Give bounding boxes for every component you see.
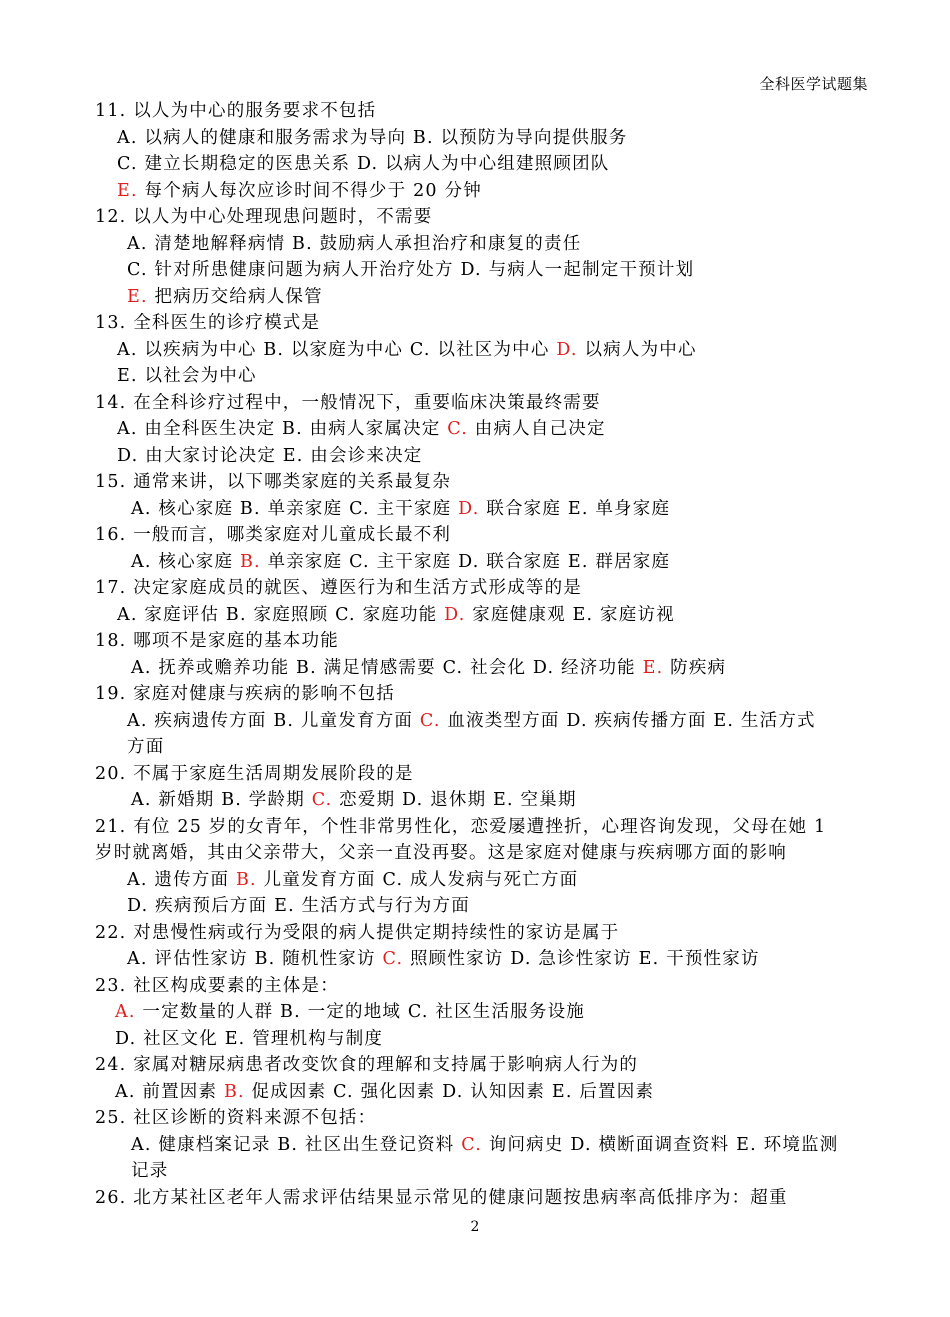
text-line — [95, 1026, 860, 1053]
answer-marker: C. — [382, 949, 404, 969]
answer-marker: C. — [311, 790, 333, 810]
line-text: A. 核心家庭 — [131, 551, 240, 572]
line-text: 方面 — [127, 737, 165, 757]
text-line — [95, 284, 860, 311]
text-line — [95, 1105, 860, 1132]
answer-marker: D. — [458, 498, 480, 519]
text-line — [95, 575, 860, 602]
text-line — [95, 814, 860, 841]
line-text: 恋爱期 D. 退休期 E. 空巢期 — [332, 790, 577, 810]
line-text: 12. 以人为中心处理现患问题时，不需要 — [95, 207, 433, 227]
line-text: 20. 不属于家庭生活周期发展阶段的是 — [95, 763, 414, 784]
line-text: D. 社区文化 E. 管理机构与制度 — [115, 1028, 384, 1049]
text-line — [95, 920, 860, 947]
text-line — [95, 681, 860, 708]
question-list — [95, 98, 860, 1211]
line-text: 23. 社区构成要素的主体是： — [95, 975, 339, 996]
line-text: 岁时就离婚，其由父亲带大，父亲一直没再娶。这是家庭对健康与疾病哪方面的影响 — [95, 843, 787, 863]
line-text: 25. 社区诊断的资料来源不包括： — [95, 1108, 377, 1128]
document-header-title: 全科医学试题集 — [759, 75, 868, 93]
line-text: A. 以疾病为中心 B. 以家庭为中心 C. 以社区为中心 — [117, 339, 557, 360]
line-text: 询问病史 D. 横断面调查资料 E. 环境监测 — [482, 1134, 839, 1155]
text-line — [95, 1052, 860, 1079]
text-line — [95, 310, 860, 337]
text-line — [95, 1185, 860, 1212]
line-text: 记录 — [131, 1161, 169, 1181]
line-text: 19. 家庭对健康与疾病的影响不包括 — [95, 684, 395, 704]
line-text: 16. 一般而言，哪类家庭对儿童成长最不利 — [95, 525, 452, 545]
line-text: A. 新婚期 B. 学龄期 — [131, 790, 312, 810]
answer-marker: C. — [419, 710, 441, 731]
text-line — [95, 231, 860, 258]
line-text: E. 以社会为中心 — [117, 366, 257, 386]
line-text: 14. 在全科诊疗过程中，一般情况下，重要临床决策最终需要 — [95, 392, 601, 413]
text-line — [95, 469, 860, 496]
text-line — [95, 734, 860, 761]
line-text: A. 健康档案记录 B. 社区出生登记资料 — [131, 1134, 462, 1155]
answer-marker: E. — [642, 657, 664, 678]
line-text: 家庭健康观 E. 家庭访视 — [465, 604, 675, 625]
line-text: 照顾性家访 D. 急诊性家访 E. 干预性家访 — [403, 949, 760, 969]
line-text: 一定数量的人群 B. 一定的地域 C. 社区生活服务设施 — [135, 1002, 585, 1022]
line-text: 17. 决定家庭成员的就医、遵医行为和生活方式形成等的是 — [95, 578, 582, 598]
answer-marker: E. — [117, 180, 138, 201]
line-text: A. 家庭评估 B. 家庭照顾 C. 家庭功能 — [117, 604, 445, 625]
line-text: C. 针对所患健康问题为病人开治疗处方 D. 与病人一起制定干预计划 — [127, 260, 695, 280]
text-line — [95, 549, 860, 576]
line-text: D. 疾病预后方面 E. 生活方式与行为方面 — [127, 896, 470, 916]
line-text: A. 以病人的健康和服务需求为导向 B. 以预防为导向提供服务 — [117, 127, 628, 148]
line-text: A. 核心家庭 B. 单亲家庭 C. 主干家庭 — [131, 498, 459, 519]
text-line — [95, 363, 860, 390]
line-text: 由病人自己决定 — [468, 419, 606, 439]
answer-marker: E. — [127, 286, 148, 307]
text-line — [95, 761, 860, 788]
line-text: A. 疾病遗传方面 B. 儿童发育方面 — [127, 710, 420, 731]
text-line — [95, 522, 860, 549]
line-text: A. 评估性家访 B. 随机性家访 — [127, 949, 383, 969]
line-text: 15. 通常来讲，以下哪类家庭的关系最复杂 — [95, 472, 452, 492]
text-line — [95, 628, 860, 655]
line-text: 24. 家属对糖尿病患者改变饮食的理解和支持属于影响病人行为的 — [95, 1055, 639, 1075]
line-text: 促成因素 C. 强化因素 D. 认知因素 E. 后置因素 — [244, 1081, 655, 1102]
line-text: C. 建立长期稳定的医患关系 D. 以病人为中心组建照顾团队 — [117, 154, 610, 174]
text-line — [95, 1079, 860, 1106]
answer-marker: D. — [556, 339, 578, 360]
text-line — [95, 1158, 860, 1185]
line-text: A. 遗传方面 — [127, 869, 236, 890]
text-line — [95, 893, 860, 920]
text-line — [95, 98, 860, 125]
line-text: 21. 有位 25 岁的女青年，个性非常男性化，恋爱屡遭挫折，心理咨询发现，父母在她 1 — [95, 816, 827, 837]
line-text: 11. 以人为中心的服务要求不包括 — [95, 101, 377, 121]
text-line — [95, 840, 860, 867]
answer-marker: C. — [461, 1134, 483, 1155]
line-text: 单亲家庭 C. 主干家庭 D. 联合家庭 E. 群居家庭 — [260, 551, 671, 572]
text-line — [95, 999, 860, 1026]
text-line — [95, 708, 860, 735]
line-text: 血液类型方面 D. 疾病传播方面 E. 生活方式 — [440, 710, 816, 731]
line-text: D. 由大家讨论决定 E. 由会诊来决定 — [117, 445, 423, 466]
text-line — [95, 390, 860, 417]
text-line — [95, 151, 860, 178]
text-line — [95, 946, 860, 973]
line-text: 22. 对患慢性病或行为受限的病人提供定期持续性的家访是属于 — [95, 922, 620, 943]
line-text: 防疾病 — [663, 657, 727, 678]
text-line — [95, 973, 860, 1000]
line-text: 13. 全科医生的诊疗模式是 — [95, 313, 321, 333]
answer-marker: D. — [444, 604, 466, 625]
line-text: 以病人为中心 — [577, 339, 697, 360]
line-text: 把病历交给病人保管 — [147, 286, 323, 307]
line-text: 18. 哪项不是家庭的基本功能 — [95, 631, 339, 651]
text-line — [95, 787, 860, 814]
line-text: 26. 北方某社区老年人需求评估结果显示常见的健康问题按患病率高低排序为：超重 — [95, 1187, 788, 1208]
text-line — [95, 602, 860, 629]
text-line — [95, 178, 860, 205]
text-line — [95, 257, 860, 284]
line-text: A. 清楚地解释病情 B. 鼓励病人承担治疗和康复的责任 — [127, 233, 582, 254]
text-line — [95, 867, 860, 894]
line-text: 儿童发育方面 C. 成人发病与死亡方面 — [256, 869, 579, 890]
answer-marker: C. — [447, 419, 469, 439]
line-text: 联合家庭 E. 单身家庭 — [479, 498, 671, 519]
answer-marker: B. — [239, 551, 261, 572]
text-line — [95, 337, 860, 364]
text-line — [95, 204, 860, 231]
text-line — [95, 1132, 860, 1159]
line-text: A. 前置因素 — [115, 1081, 224, 1102]
text-line — [95, 655, 860, 682]
line-text: A. 由全科医生决定 B. 由病人家属决定 — [117, 419, 448, 439]
line-text: 每个病人每次应诊时间不得少于 20 分钟 — [137, 180, 482, 201]
text-line — [95, 416, 860, 443]
answer-marker: B. — [223, 1081, 245, 1102]
answer-marker: B. — [235, 869, 257, 890]
page-number: 2 — [470, 1219, 480, 1235]
text-line — [95, 443, 860, 470]
text-line — [95, 125, 860, 152]
line-text: A. 抚养或赡养功能 B. 满足情感需要 C. 社会化 D. 经济功能 — [131, 657, 643, 678]
answer-marker: A. — [115, 1002, 136, 1022]
text-line — [95, 496, 860, 523]
